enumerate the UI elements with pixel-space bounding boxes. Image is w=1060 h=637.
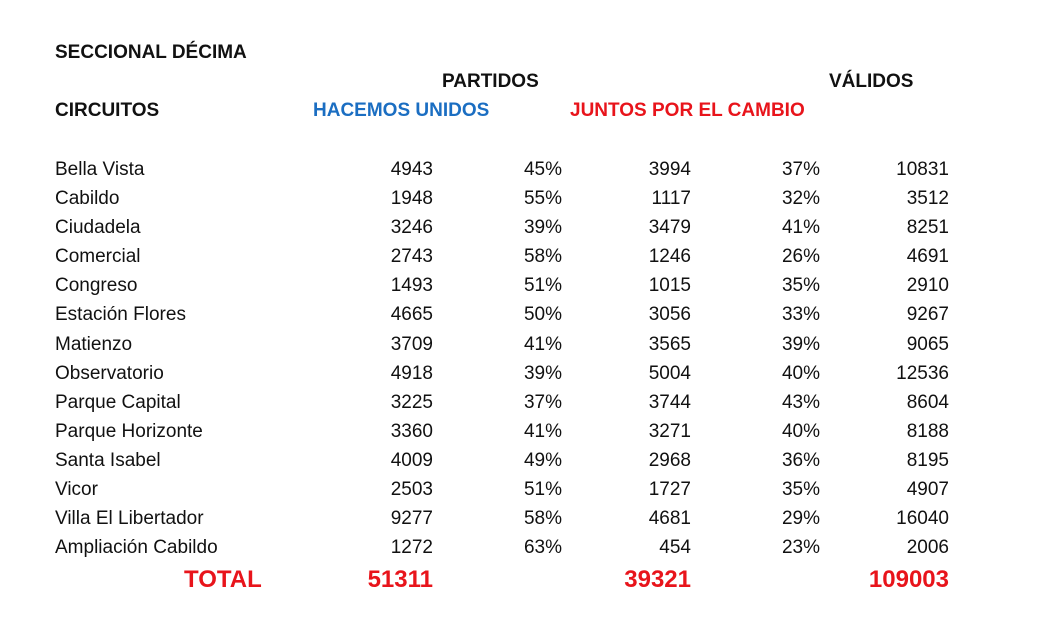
table-row bbox=[0, 271, 1060, 300]
hacemos-unidos-pct: 41% bbox=[523, 333, 562, 355]
table-row bbox=[0, 475, 1060, 504]
table-row bbox=[0, 504, 1060, 533]
validos-total: 8251 bbox=[906, 217, 949, 239]
circuit-name: Vicor bbox=[55, 479, 98, 501]
total-validos: 109003 bbox=[868, 566, 949, 593]
validos-total: 16040 bbox=[896, 508, 949, 530]
circuit-name: Cabildo bbox=[55, 188, 120, 210]
hacemos-unidos-pct: 37% bbox=[523, 391, 562, 413]
table-row bbox=[0, 359, 1060, 388]
circuit-name: Villa El Libertador bbox=[55, 508, 204, 530]
juntos-por-el-cambio-pct: 32% bbox=[781, 188, 820, 210]
hacemos-unidos-pct: 45% bbox=[523, 159, 562, 180]
circuit-name: Parque Capital bbox=[55, 391, 181, 413]
table-row bbox=[0, 388, 1060, 417]
juntos-por-el-cambio-votes: 1015 bbox=[648, 275, 691, 297]
table-row bbox=[0, 184, 1060, 213]
validos-total: 9267 bbox=[906, 304, 949, 326]
juntos-por-el-cambio-votes: 1117 bbox=[651, 188, 691, 210]
circuit-name: Estación Flores bbox=[55, 304, 186, 326]
juntos-por-el-cambio-pct: 26% bbox=[781, 246, 820, 268]
validos-total: 2910 bbox=[906, 275, 949, 297]
juntos-por-el-cambio-pct: 36% bbox=[781, 449, 820, 471]
juntos-por-el-cambio-votes: 3565 bbox=[648, 333, 691, 355]
hacemos-unidos-votes: 4009 bbox=[390, 449, 433, 471]
juntos-por-el-cambio-votes: 2968 bbox=[648, 449, 691, 471]
hacemos-unidos-votes: 1493 bbox=[390, 275, 433, 297]
circuit-name: Ciudadela bbox=[55, 217, 141, 239]
juntos-por-el-cambio-votes: 3056 bbox=[648, 304, 691, 326]
juntos-por-el-cambio-votes: 3479 bbox=[648, 217, 691, 239]
circuit-name: Comercial bbox=[55, 246, 141, 268]
juntos-por-el-cambio-votes: 3271 bbox=[648, 420, 691, 442]
table-row bbox=[0, 155, 1060, 184]
hacemos-unidos-votes: 2503 bbox=[390, 479, 433, 501]
hacemos-unidos-votes: 1272 bbox=[390, 537, 433, 559]
juntos-por-el-cambio-pct: 43% bbox=[781, 391, 820, 413]
hacemos-unidos-votes: 2743 bbox=[390, 246, 433, 268]
validos-total: 9065 bbox=[906, 333, 949, 355]
hacemos-unidos-votes: 4943 bbox=[390, 159, 433, 180]
juntos-por-el-cambio-votes: 3994 bbox=[648, 159, 691, 180]
validos-total: 8188 bbox=[906, 420, 949, 442]
juntos-por-el-cambio-pct: 35% bbox=[781, 275, 820, 297]
juntos-por-el-cambio-pct: 33% bbox=[781, 304, 820, 326]
table-row bbox=[0, 417, 1060, 446]
header-validos: VÁLIDOS bbox=[829, 71, 914, 92]
juntos-por-el-cambio-pct: 39% bbox=[781, 333, 820, 355]
hacemos-unidos-votes: 3246 bbox=[390, 217, 433, 239]
total-row bbox=[0, 563, 1060, 597]
hacemos-unidos-votes: 3225 bbox=[390, 391, 433, 413]
hacemos-unidos-pct: 58% bbox=[523, 508, 562, 530]
header-juntos-por-el-cambio: JUNTOS POR EL CAMBIO bbox=[570, 100, 805, 121]
header-hacemos-unidos: HACEMOS UNIDOS bbox=[313, 100, 490, 121]
juntos-por-el-cambio-votes: 454 bbox=[659, 537, 691, 559]
header-circuitos: CIRCUITOS bbox=[55, 100, 160, 121]
hacemos-unidos-votes: 9277 bbox=[390, 508, 433, 530]
juntos-por-el-cambio-votes: 1727 bbox=[648, 479, 691, 501]
total-juntos-por-el-cambio: 39321 bbox=[624, 566, 691, 593]
hacemos-unidos-pct: 50% bbox=[523, 304, 562, 326]
circuit-name: Parque Horizonte bbox=[55, 420, 203, 442]
juntos-por-el-cambio-votes: 3744 bbox=[648, 391, 691, 413]
hacemos-unidos-votes: 3709 bbox=[390, 333, 433, 355]
total-hacemos-unidos: 51311 bbox=[367, 566, 433, 593]
hacemos-unidos-pct: 41% bbox=[523, 420, 562, 442]
hacemos-unidos-pct: 63% bbox=[523, 537, 562, 559]
total-label: TOTAL bbox=[184, 566, 262, 593]
hacemos-unidos-votes: 4665 bbox=[390, 304, 433, 326]
hacemos-unidos-pct: 49% bbox=[523, 449, 562, 471]
table-row bbox=[0, 533, 1060, 562]
circuit-name: Matienzo bbox=[55, 333, 133, 355]
circuit-name: Santa Isabel bbox=[55, 449, 161, 471]
hacemos-unidos-pct: 39% bbox=[523, 217, 562, 239]
juntos-por-el-cambio-pct: 23% bbox=[781, 537, 820, 559]
juntos-por-el-cambio-votes: 4681 bbox=[648, 508, 691, 530]
circuit-name: Ampliación Cabildo bbox=[55, 537, 218, 559]
hacemos-unidos-pct: 55% bbox=[523, 188, 562, 210]
table-row bbox=[0, 330, 1060, 359]
juntos-por-el-cambio-pct: 40% bbox=[781, 362, 820, 384]
juntos-por-el-cambio-votes: 5004 bbox=[648, 362, 691, 384]
circuit-name: Congreso bbox=[55, 275, 138, 297]
table-row bbox=[0, 300, 1060, 329]
validos-total: 4907 bbox=[906, 479, 949, 501]
juntos-por-el-cambio-pct: 29% bbox=[781, 508, 820, 530]
hacemos-unidos-pct: 58% bbox=[523, 246, 562, 268]
table-row bbox=[0, 213, 1060, 242]
validos-total: 3512 bbox=[906, 188, 949, 210]
validos-total: 8195 bbox=[906, 449, 949, 471]
hacemos-unidos-pct: 51% bbox=[523, 479, 562, 501]
hacemos-unidos-votes: 3360 bbox=[390, 420, 433, 442]
validos-total: 12536 bbox=[896, 362, 949, 384]
results-table bbox=[0, 155, 1060, 562]
hacemos-unidos-votes: 1948 bbox=[390, 188, 433, 210]
page-title: SECCIONAL DÉCIMA bbox=[55, 42, 247, 63]
validos-total: 4691 bbox=[906, 246, 949, 268]
table-row bbox=[0, 446, 1060, 475]
circuit-name: Observatorio bbox=[55, 362, 164, 384]
juntos-por-el-cambio-pct: 41% bbox=[781, 217, 820, 239]
table-row bbox=[0, 242, 1060, 271]
juntos-por-el-cambio-pct: 35% bbox=[781, 479, 820, 501]
juntos-por-el-cambio-votes: 1246 bbox=[648, 246, 691, 268]
hacemos-unidos-votes: 4918 bbox=[390, 362, 433, 384]
hacemos-unidos-pct: 39% bbox=[523, 362, 562, 384]
hacemos-unidos-pct: 51% bbox=[523, 275, 562, 297]
juntos-por-el-cambio-pct: 37% bbox=[781, 159, 820, 180]
validos-total: 10831 bbox=[896, 159, 949, 180]
header-partidos: PARTIDOS bbox=[442, 71, 539, 92]
validos-total: 8604 bbox=[906, 391, 949, 413]
validos-total: 2006 bbox=[906, 537, 949, 559]
circuit-name: Bella Vista bbox=[55, 159, 145, 180]
juntos-por-el-cambio-pct: 40% bbox=[781, 420, 820, 442]
